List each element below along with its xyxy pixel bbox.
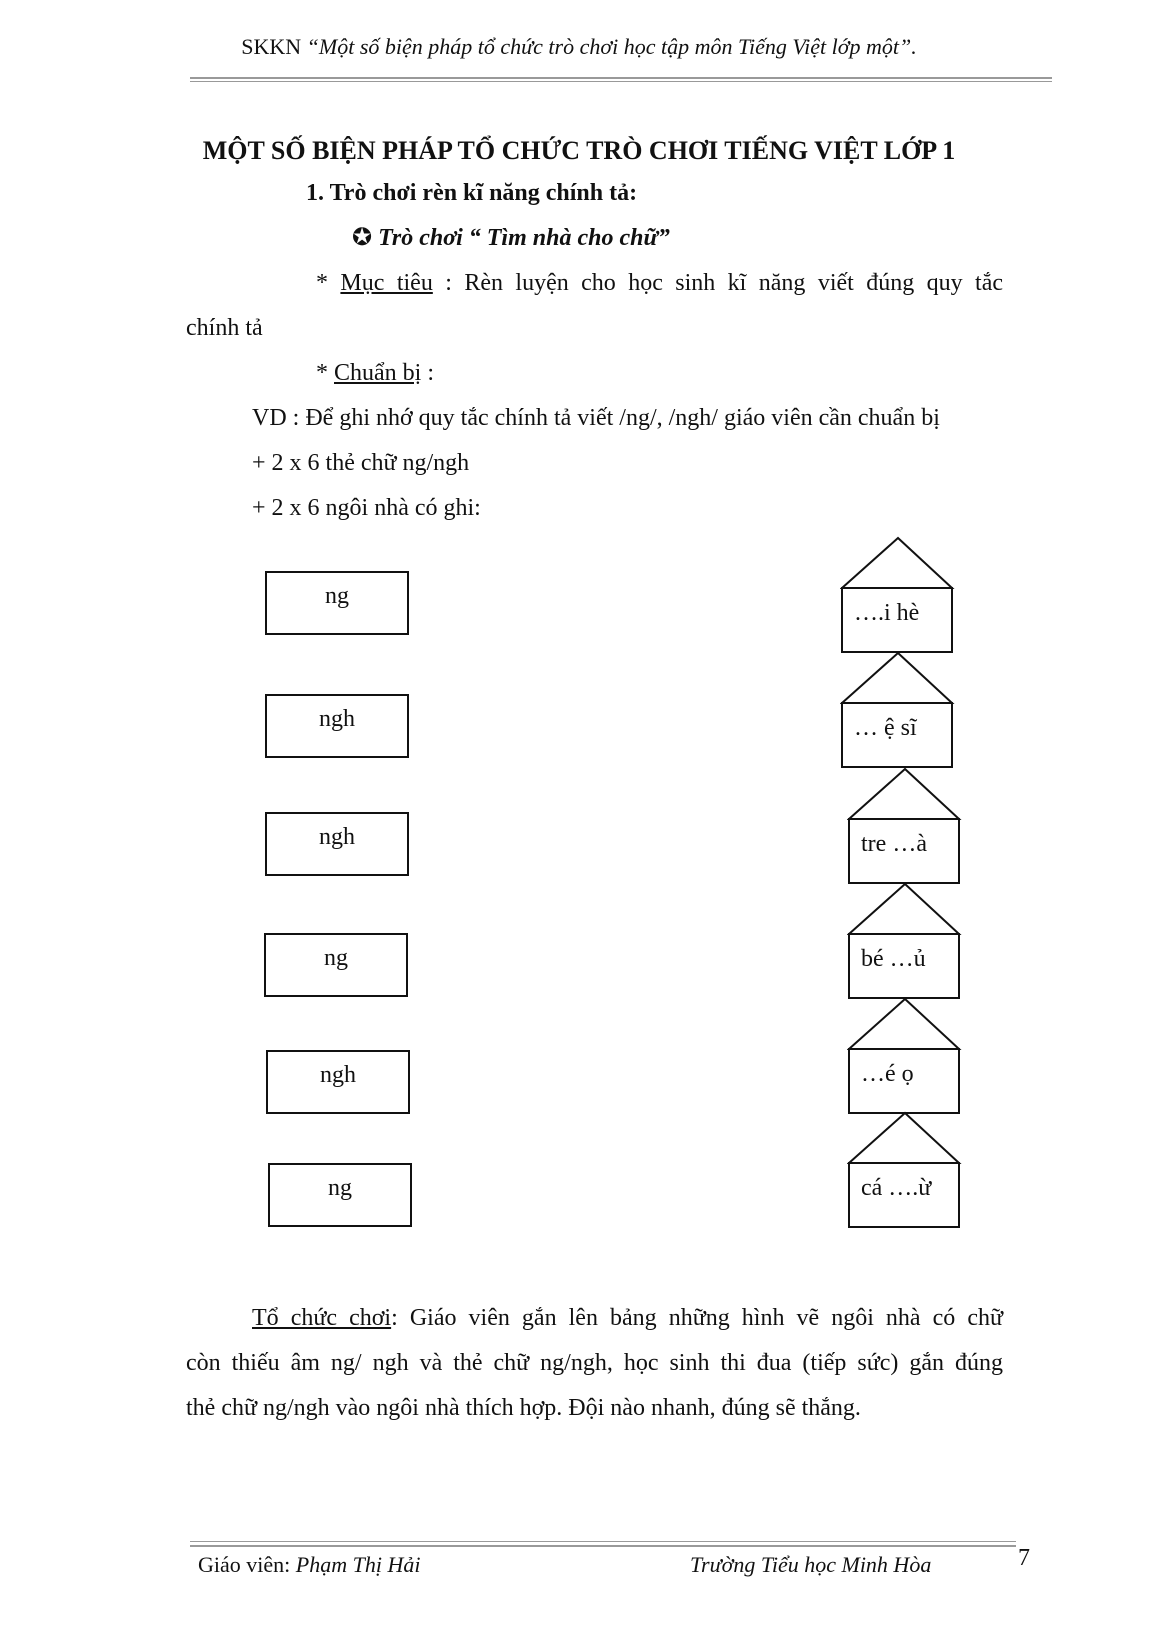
house-label: tre …à: [861, 831, 927, 857]
organize-text: : Giáo viên gắn lên bảng những hình vẽ ngôi nhà có chữ: [391, 1305, 1004, 1331]
house-card: [847, 997, 963, 1119]
house-label: bé …ủ: [861, 946, 926, 972]
prep-item-cards: + 2 x 6 thẻ chữ ng/ngh: [252, 450, 470, 476]
objective-label: Mục tiêu: [340, 270, 433, 296]
page-header: [0, 34, 1158, 60]
house-card: [847, 767, 963, 889]
house-label: … ệ sĩ: [854, 715, 917, 741]
organize-label: Tổ chức chơi: [252, 1305, 392, 1331]
objective-line: [316, 266, 1003, 300]
objective-text: : Rèn luyện cho học sinh kĩ năng viết đúng quy tắc: [445, 270, 1004, 296]
house-card: [840, 651, 956, 773]
house-label: ….i hè: [854, 600, 920, 626]
letter-card: ng: [268, 1163, 412, 1227]
prep-item-houses: + 2 x 6 ngôi nhà có ghi:: [252, 495, 481, 521]
footer-teacher-name: Phạm Thị Hải: [295, 1552, 421, 1577]
example-text: VD : Để ghi nhớ quy tắc chính tả viết /ng/, /ngh/ giáo viên cần chuẩn bị: [252, 405, 940, 431]
footer-teacher: [198, 1552, 420, 1578]
header-divider-thin: [190, 81, 1052, 82]
house-card: [847, 1111, 963, 1233]
letter-card: ngh: [266, 1050, 410, 1114]
letter-card: ngh: [265, 694, 409, 758]
game-title-text: Trò chơi “ Tìm nhà cho chữ”: [378, 225, 670, 251]
house-label: …é ọ: [861, 1061, 914, 1087]
page-title: MỘT SỐ BIỆN PHÁP TỔ CHỨC TRÒ CHƠI TIẾNG VIỆT LỚP 1: [202, 136, 956, 165]
organize-line-2: còn thiếu âm ng/ ngh và thẻ chữ ng/ngh, học sinh thi đua (tiếp sức) gắn đúng: [186, 1350, 1003, 1376]
header-divider: [190, 77, 1052, 79]
house-icon: [840, 536, 956, 658]
preparation-label: Chuẩn bị: [334, 360, 422, 386]
footer-teacher-label: Giáo viên:: [198, 1552, 296, 1577]
preparation-suffix: :: [421, 360, 434, 386]
objective-continuation: chính tả: [186, 315, 263, 341]
page-number: 7: [1018, 1545, 1030, 1571]
letter-card: ngh: [265, 812, 409, 876]
house-card: [847, 882, 963, 1004]
house-icon: [847, 997, 963, 1119]
star-bullet-icon: ✪: [352, 225, 373, 251]
letter-card: ng: [264, 933, 408, 997]
house-card: [840, 536, 956, 658]
house-icon: [847, 1111, 963, 1233]
letter-card: ng: [265, 571, 409, 635]
header-title: “Một số biện pháp tổ chức trò chơi học tập môn Tiếng Việt lớp một”.: [306, 34, 917, 59]
footer-divider: [190, 1545, 1016, 1547]
header-lead: SKKN: [241, 34, 302, 59]
house-icon: [840, 651, 956, 773]
organize-line-1: [252, 1301, 1003, 1335]
section-heading: 1. Trò chơi rèn kĩ năng chính tả:: [306, 180, 638, 206]
preparation-star: *: [316, 360, 328, 386]
house-label: cá ….ừ: [861, 1175, 932, 1201]
game-title: [352, 221, 670, 255]
organize-line-3: thẻ chữ ng/ngh vào ngôi nhà thích hợp. Đội nào nhanh, đúng sẽ thắng.: [186, 1395, 861, 1421]
house-icon: [847, 882, 963, 1004]
preparation-line: [316, 356, 434, 390]
objective-star: *: [316, 270, 328, 296]
house-icon: [847, 767, 963, 889]
footer-school: Trường Tiểu học Minh Hòa: [690, 1552, 932, 1577]
footer-divider-thin: [190, 1541, 1016, 1542]
